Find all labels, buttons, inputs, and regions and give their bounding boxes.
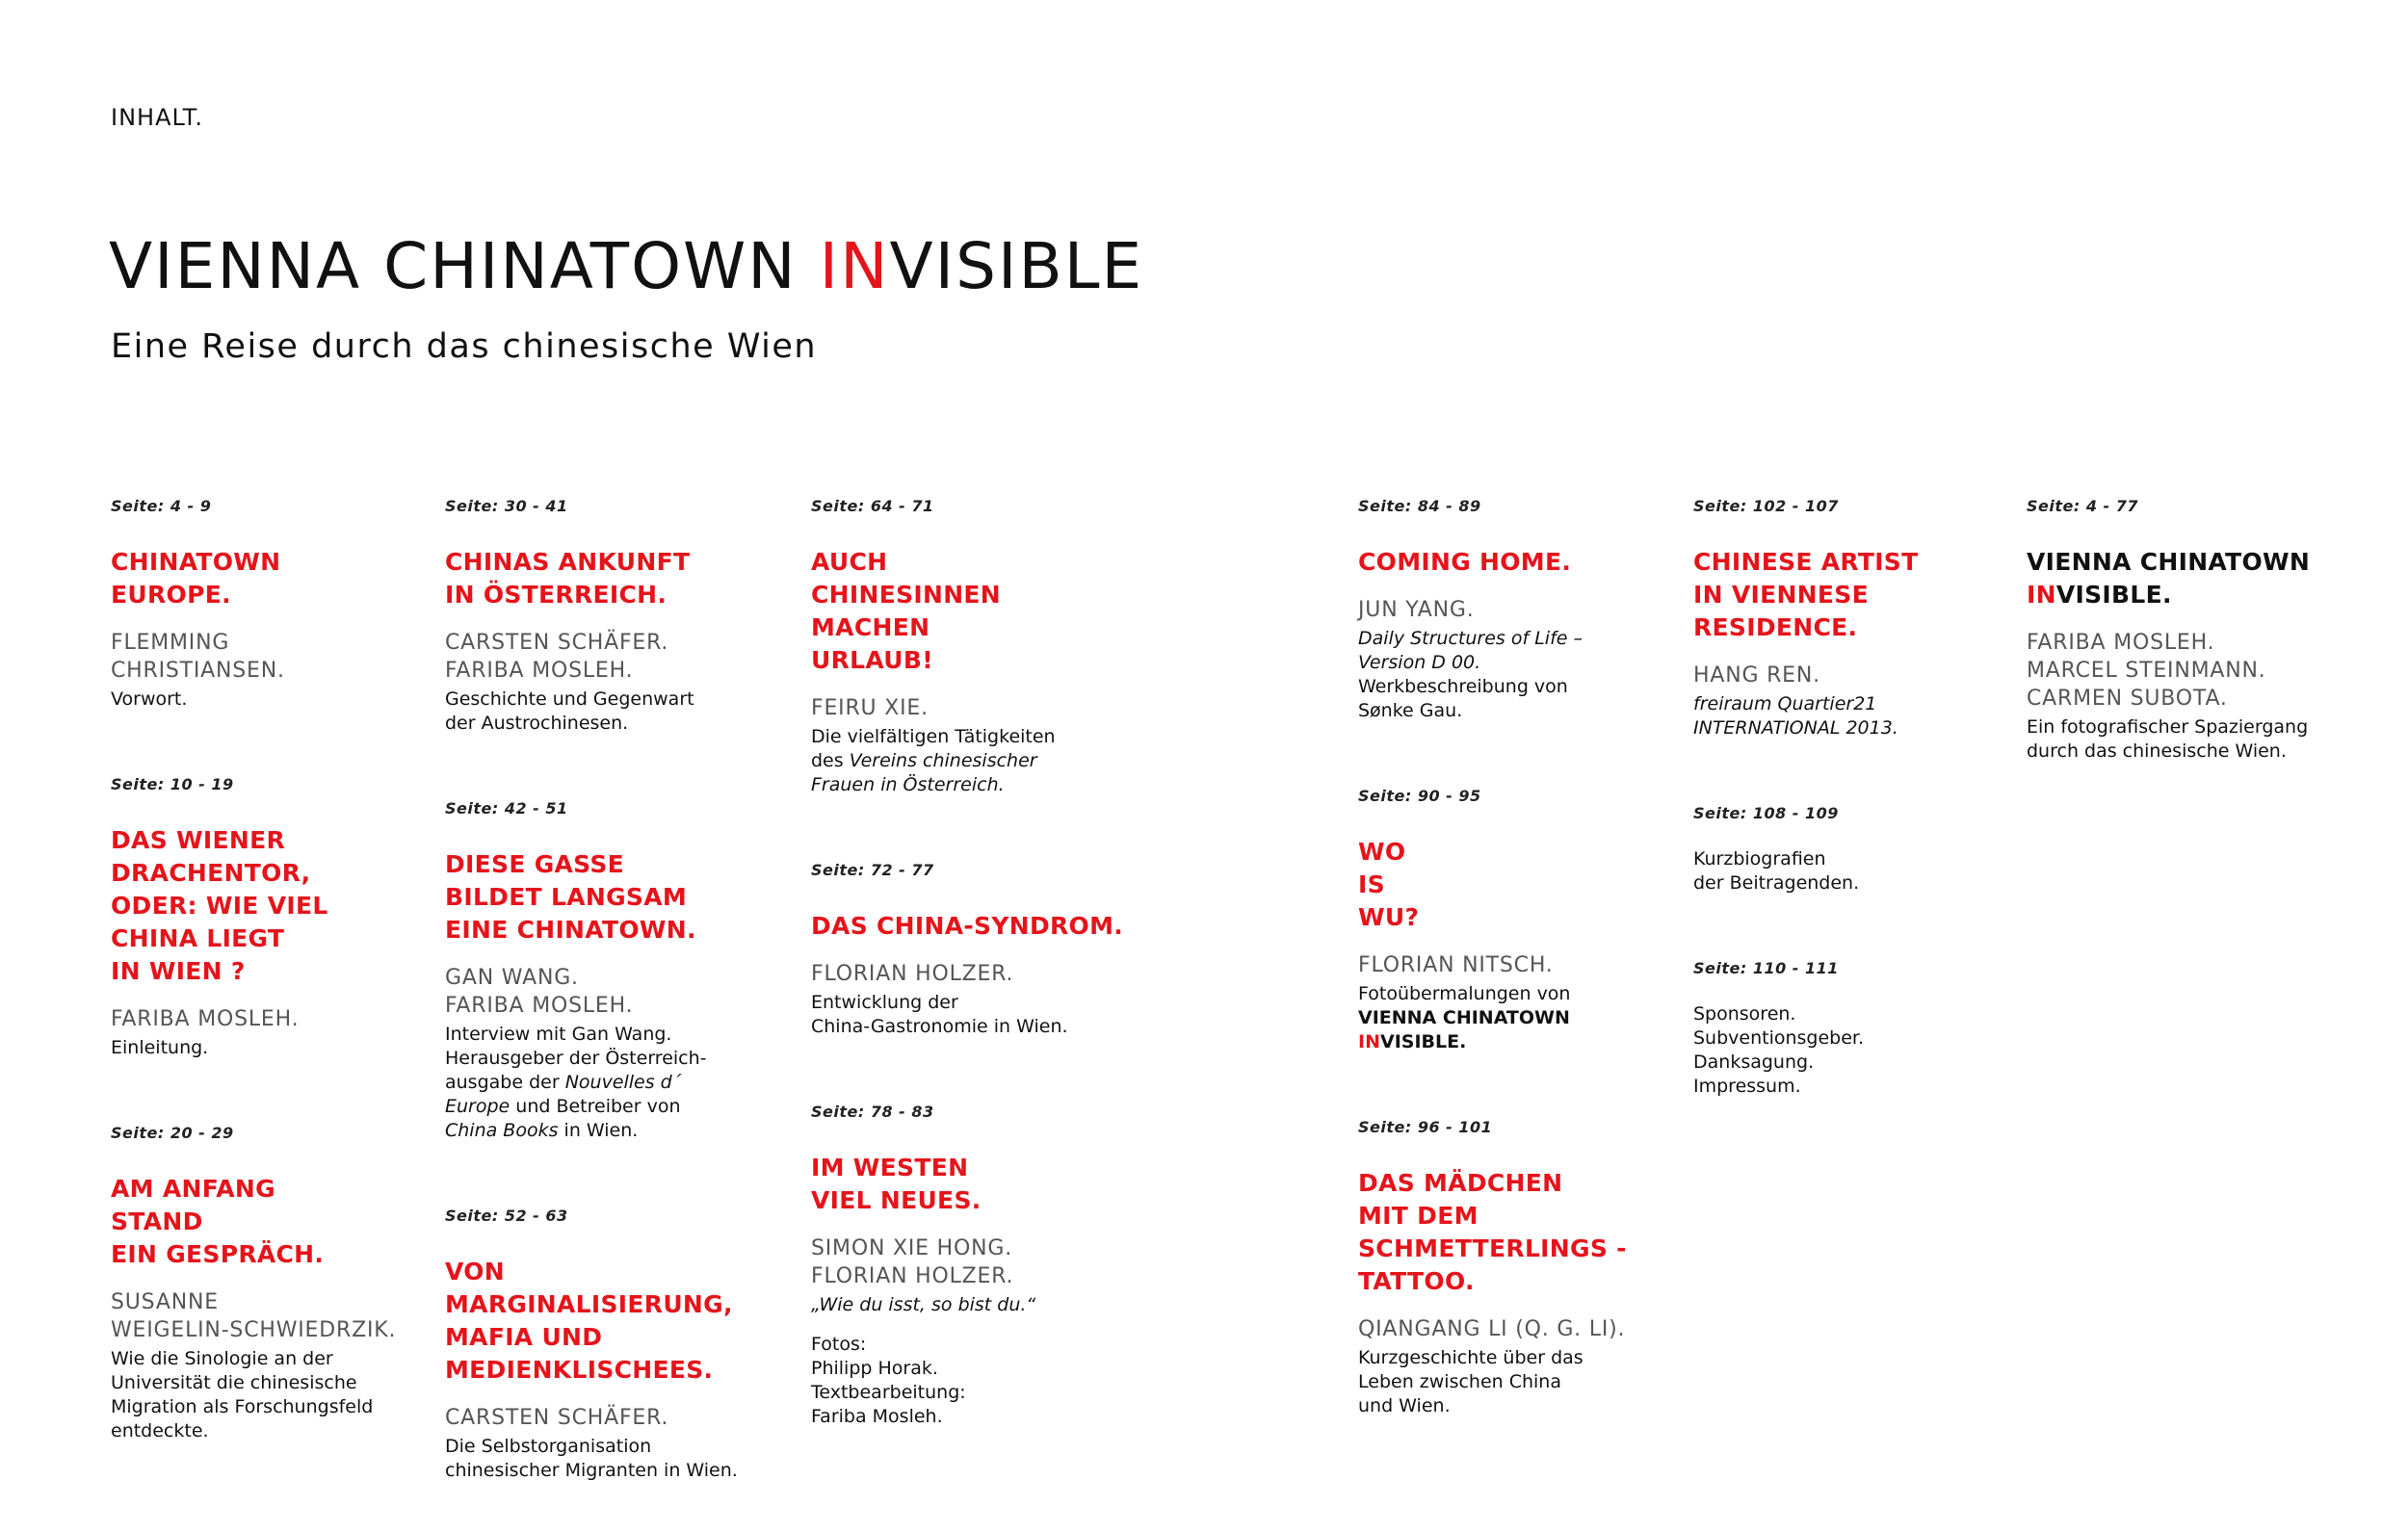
entry-title: DAS MÄDCHEN MIT DEM SCHMETTERLINGS - TATTOO. [1358, 1169, 1627, 1295]
page-range: Seite: 72 - 77 [811, 861, 934, 879]
entry-authors: FEIRU XIE. [811, 696, 929, 720]
entry-title: DAS CHINA-SYNDROM. [811, 912, 1124, 940]
entry-authors: FLORIAN NITSCH. [1358, 953, 1554, 977]
entry-authors: GAN WANG. FARIBA MOSLEH. [445, 966, 634, 1018]
title-highlight: IN [819, 229, 890, 303]
toc-entry[interactable] [111, 775, 419, 1060]
toc-entry[interactable] [1358, 787, 1666, 1054]
entry-title: AUCH CHINESINNEN MACHEN URLAUB! [811, 548, 1002, 674]
entry-description: Vorwort. [111, 688, 188, 710]
toc-entry[interactable] [1693, 497, 2002, 740]
entry-description: Entwicklung der China-Gastronomie in Wien. [811, 992, 1068, 1037]
entry-title: CHINATOWN EUROPE. [111, 548, 281, 609]
entry-authors: CARSTEN SCHÄFER. [445, 1406, 669, 1430]
entry-description: freiraum Quartier21 INTERNATIONAL 2013. [1693, 693, 1898, 739]
page-range: Seite: 64 - 71 [811, 497, 934, 515]
page-range: Seite: 78 - 83 [811, 1103, 934, 1121]
toc-column-3 [811, 497, 1158, 1429]
entry-authors: HANG REN. [1693, 663, 1820, 688]
subtitle: Eine Reise durch das chinesische Wien [111, 327, 818, 366]
toc-entry[interactable] [445, 799, 792, 1143]
toc-entry[interactable] [445, 497, 792, 736]
toc-entry[interactable] [811, 1103, 1158, 1429]
entry-description: Wie die Sinologie an der Universität die chinesische Migration als Forschungsfeld entdeckte. [111, 1348, 374, 1441]
entry-authors: SUSANNE WEIGELIN-SCHWIEDRZIK. [111, 1290, 397, 1342]
entry-authors: FLEMMING CHRISTIANSEN. [111, 631, 285, 683]
entry-description: Kurzbiografien der Beitragenden. [1693, 848, 1860, 894]
entry-description: Interview mit Gan Wang. Herausgeber der Österreich- ausgabe der Nouvelles d´ Europe und Betreiber von China Books in Wien. [445, 1024, 707, 1141]
toc-entry[interactable] [445, 1207, 792, 1483]
page-range: Seite: 42 - 51 [445, 799, 568, 818]
entry-description: Einleitung. [111, 1037, 209, 1058]
page-range: Seite: 20 - 29 [111, 1124, 234, 1142]
entry-title: DAS WIENER DRACHENTOR, ODER: WIE VIEL CHINA LIEGT IN WIEN ? [111, 826, 328, 985]
entry-quote: „Wie du isst, so bist du.“ [811, 1294, 1036, 1315]
page-range: Seite: 10 - 19 [111, 775, 234, 793]
title-part1: VIENNA CHINATOWN [109, 229, 820, 303]
page-range: Seite: 30 - 41 [445, 497, 568, 515]
toc-column-6 [2027, 497, 2373, 764]
toc-entry[interactable] [1693, 959, 2002, 1099]
page-range: Seite: 4 - 9 [111, 497, 212, 515]
entry-description: Fotoübermalungen von VIENNA CHINATOWN INVISIBLE. [1358, 983, 1571, 1052]
entry-authors: SIMON XIE HONG. FLORIAN HOLZER. [811, 1236, 1014, 1288]
toc-entry[interactable] [111, 1124, 419, 1443]
entry-title: VIENNA CHINATOWN INVISIBLE. [2027, 548, 2311, 609]
main-title [109, 229, 1144, 303]
entry-title: DIESE GASSE BILDET LANGSAM EINE CHINATOWN. [445, 850, 696, 944]
toc-column-2 [445, 497, 792, 1483]
toc-entry[interactable] [111, 497, 419, 712]
entry-description: Daily Structures of Life – Version D 00. Werkbeschreibung von Sønke Gau. [1358, 628, 1583, 721]
page-range: Seite: 102 - 107 [1693, 497, 1839, 515]
entry-authors: QIANGANG LI (Q. G. LI). [1358, 1317, 1626, 1341]
entry-title: AM ANFANG STAND EIN GESPRÄCH. [111, 1175, 325, 1268]
toc-entry[interactable] [811, 861, 1158, 1039]
entry-authors: JUN YANG. [1358, 598, 1475, 622]
entry-authors: CARSTEN SCHÄFER. FARIBA MOSLEH. [445, 631, 669, 683]
entry-description: Geschichte und Gegenwart der Austrochinesen. [445, 688, 694, 734]
toc-entry[interactable] [1693, 804, 2002, 896]
entry-description: Ein fotografischer Spaziergang durch das chinesische Wien. [2027, 716, 2309, 762]
entry-title: CHINAS ANKUNFT IN ÖSTERREICH. [445, 548, 691, 609]
page-range: Seite: 84 - 89 [1358, 497, 1481, 515]
entry-credits: Fotos: Philipp Horak. Textbearbeitung: Fariba Mosleh. [811, 1334, 966, 1427]
page-range: Seite: 90 - 95 [1358, 787, 1481, 805]
toc-entry[interactable] [1358, 497, 1666, 723]
entry-description: Die vielfältigen Tätigkeiten des Vereins chinesischer Frauen in Österreich. [811, 726, 1056, 795]
entry-description: Die Selbstorganisation chinesischer Migranten in Wien. [445, 1436, 738, 1481]
toc-column-4 [1358, 497, 1666, 1418]
page-range: Seite: 4 - 77 [2027, 497, 2139, 515]
title-part2: VISIBLE [889, 229, 1144, 303]
entry-authors: FLORIAN HOLZER. [811, 962, 1014, 986]
page-range: Seite: 52 - 63 [445, 1207, 568, 1225]
entry-description: Kurzgeschichte über das Leben zwischen China und Wien. [1358, 1347, 1584, 1416]
entry-authors: FARIBA MOSLEH. [111, 1007, 300, 1031]
entry-description: Sponsoren. Subventionsgeber. Danksagung. Impressum. [1693, 1003, 1865, 1097]
toc-column-1 [111, 497, 419, 1443]
entry-authors: FARIBA MOSLEH. MARCEL STEINMANN. CARMEN SUBOTA. [2027, 631, 2266, 711]
page-range: Seite: 108 - 109 [1693, 804, 1839, 822]
entry-title: WO IS WU? [1358, 838, 1420, 931]
toc-column-5 [1693, 497, 2002, 1099]
entry-title: IM WESTEN VIEL NEUES. [811, 1154, 982, 1214]
header-label: INHALT. [111, 104, 204, 131]
page-range: Seite: 96 - 101 [1358, 1118, 1493, 1136]
entry-title: VON MARGINALISIERUNG, MAFIA UND MEDIENKLISCHEES. [445, 1258, 733, 1384]
toc-entry[interactable] [2027, 497, 2373, 764]
toc-entry[interactable] [811, 497, 1158, 797]
toc-entry[interactable] [1358, 1118, 1666, 1418]
entry-title: COMING HOME. [1358, 548, 1572, 576]
entry-title: CHINESE ARTIST IN VIENNESE RESIDENCE. [1693, 548, 1919, 641]
page-range: Seite: 110 - 111 [1693, 959, 1839, 977]
